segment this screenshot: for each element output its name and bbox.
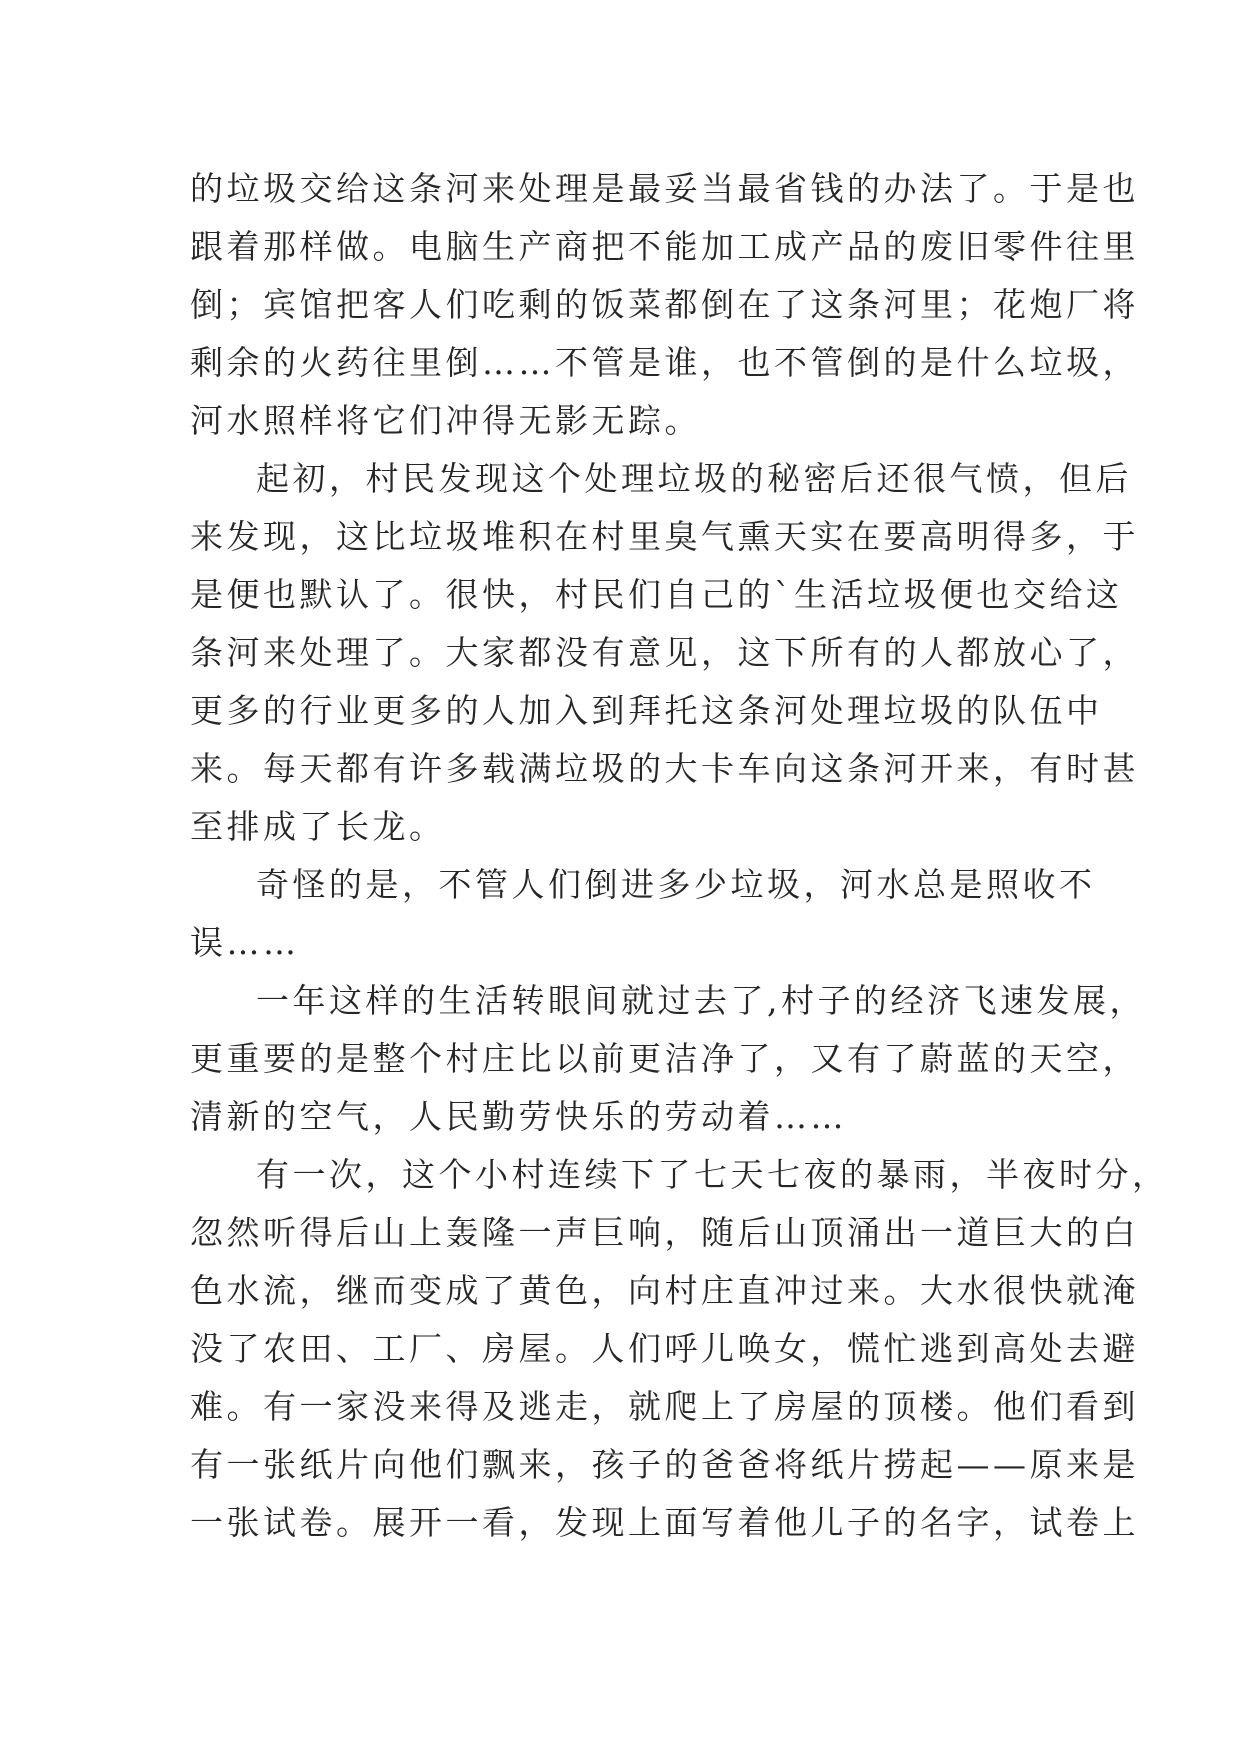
text-line: 的垃圾交给这条河来处理是最妥当最省钱的办法了。于是也	[190, 169, 1139, 208]
paragraph-start-line: 一年这样的生活转眼间就过去了,村子的经济飞速发展，	[256, 981, 1146, 1020]
text-line: 来。每天都有许多载满垃圾的大卡车向这条河开来，有时甚	[190, 749, 1139, 788]
text-line: 色水流，继而变成了黄色，向村庄直冲过来。大水很快就淹	[190, 1271, 1139, 1310]
text-line: 河水照样将它们冲得无影无踪。	[190, 401, 701, 440]
text-line: 跟着那样做。电脑生产商把不能加工成产品的废旧零件往里	[190, 227, 1139, 266]
text-line: 来发现，这比垃圾堆积在村里臭气熏天实在要高明得多，于	[190, 517, 1139, 556]
text-line: 难。有一家没来得及逃走，就爬上了房屋的顶楼。他们看到	[190, 1387, 1139, 1426]
text-line: 一张试卷。展开一看，发现上面写着他儿子的名字，试卷上	[190, 1503, 1139, 1542]
text-line: 是便也默认了。很快，村民们自己的`生活垃圾便也交给这	[190, 575, 1123, 614]
text-line: 没了农田、工厂、房屋。人们呼儿唤女，慌忙逃到高处去避	[190, 1329, 1139, 1368]
text-line: 忽然听得后山上轰隆一声巨响，随后山顶涌出一道巨大的白	[190, 1213, 1139, 1252]
text-line: 至排成了长龙。	[190, 807, 446, 846]
text-line: 更多的行业更多的人加入到拜托这条河处理垃圾的队伍中	[190, 691, 1103, 730]
text-line: 条河来处理了。大家都没有意见，这下所有的人都放心了，	[190, 633, 1139, 672]
text-line: 有一张纸片向他们飘来，孩子的爸爸将纸片捞起——原来是	[190, 1445, 1139, 1484]
text-line: 误……	[190, 923, 300, 962]
text-line: 更重要的是整个村庄比以前更洁净了，又有了蔚蓝的天空，	[190, 1039, 1139, 1078]
text-line: 剩余的火药往里倒……不管是谁，也不管倒的是什么垃圾，	[190, 343, 1139, 382]
text-line: 倒；宾馆把客人们吃剩的饭菜都倒在了这条河里；花炮厂将	[190, 285, 1139, 324]
paragraph-start-line: 有一次，这个小村连续下了七天七夜的暴雨，半夜时分，	[256, 1155, 1169, 1194]
paragraph-start-line: 奇怪的是，不管人们倒进多少垃圾，河水总是照收不	[256, 865, 1096, 904]
paragraph-start-line: 起初，村民发现这个处理垃圾的秘密后还很气愤，但后	[256, 459, 1132, 498]
text-line: 清新的空气，人民勤劳快乐的劳动着……	[190, 1097, 847, 1136]
body-text	[190, 160, 1169, 1552]
